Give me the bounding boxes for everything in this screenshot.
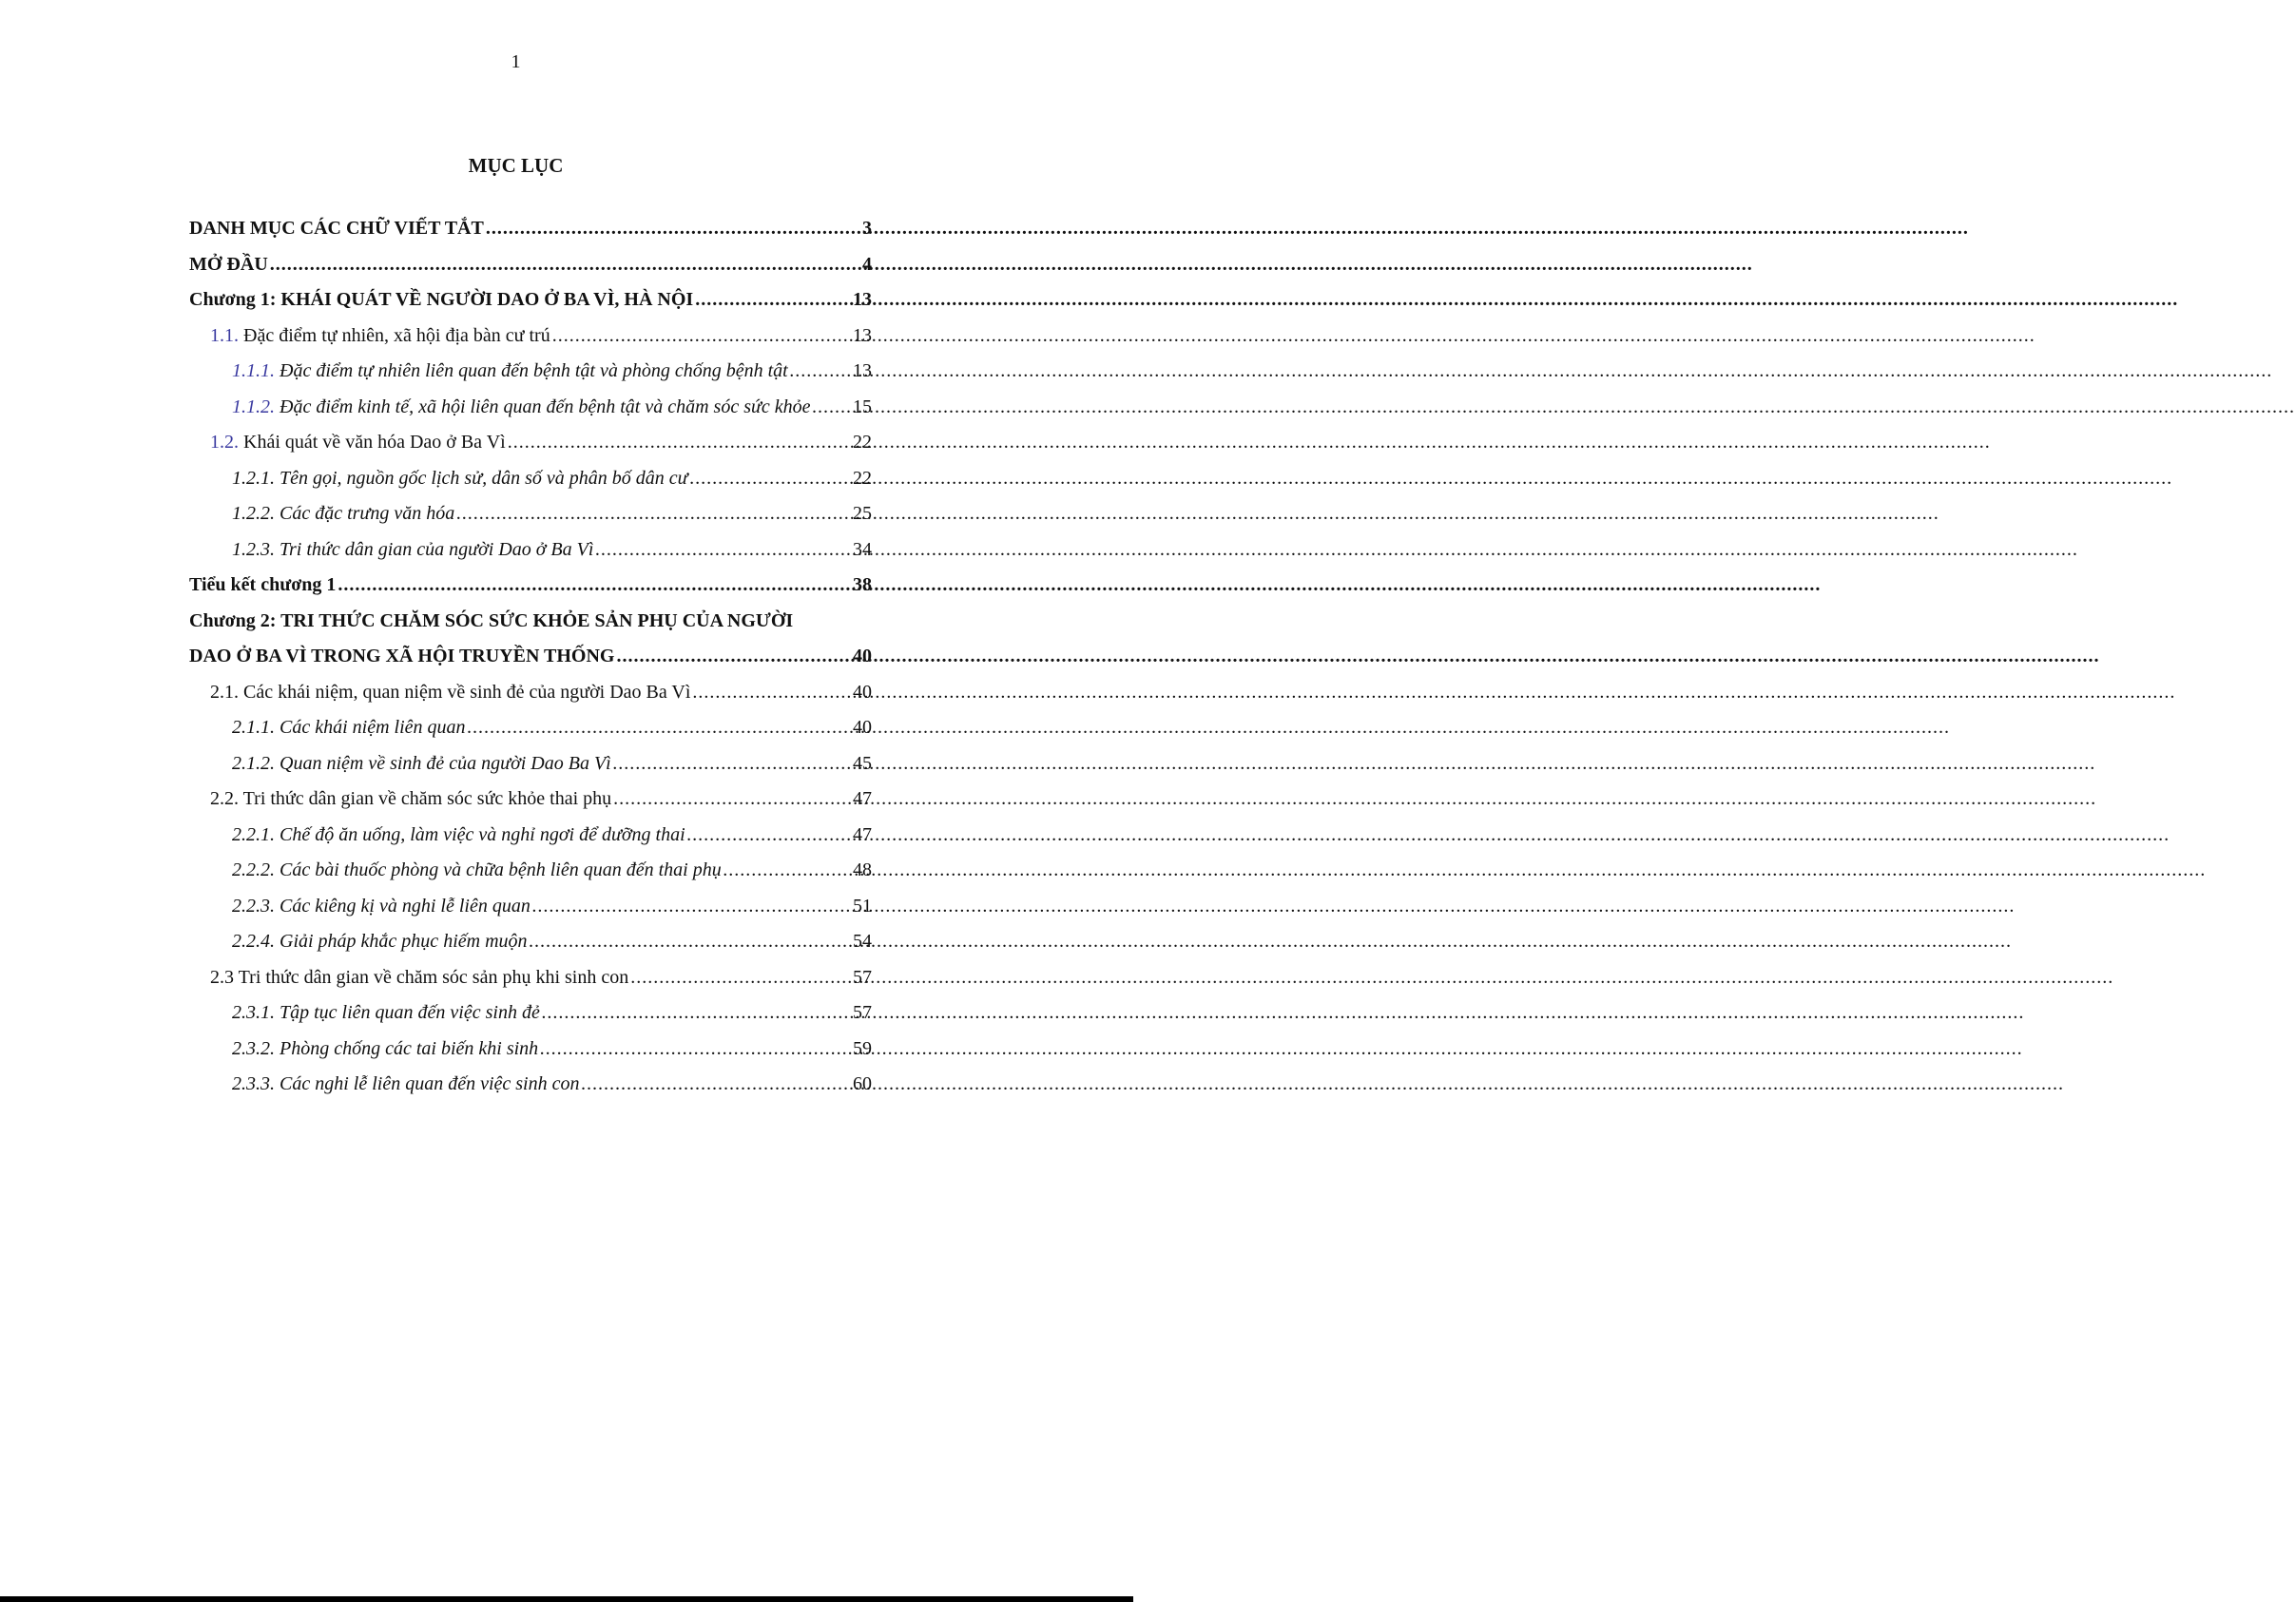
toc-entry-page: 40	[853, 717, 872, 738]
toc-entry-page: 25	[853, 503, 872, 524]
dot-leader	[486, 211, 860, 247]
toc-entry-page: 60	[853, 1073, 872, 1094]
toc-entry[interactable]	[189, 889, 872, 925]
toc-entry-page: 45	[853, 752, 872, 774]
dot-leader	[630, 960, 851, 996]
toc-entry-text: 2.3.3. Các nghi lễ liên quan đến việc sinh con	[232, 1073, 580, 1094]
toc-entry-title	[210, 318, 550, 355]
dot-leader	[724, 853, 851, 889]
toc-entry-title	[232, 746, 611, 782]
toc-entry-page: 15	[853, 396, 872, 417]
toc-entry[interactable]	[189, 675, 872, 711]
toc-entry[interactable]	[189, 995, 872, 1032]
toc-entry-text: Đặc điểm tự nhiên, xã hội địa bàn cư trú	[243, 324, 550, 346]
dot-leader	[542, 995, 851, 1032]
toc-entry-text: 1.2.2. Các đặc trưng văn hóa	[232, 503, 455, 524]
toc-entry-page: 51	[853, 895, 872, 917]
toc-entry-title	[232, 354, 788, 390]
toc-entry-page: 13	[853, 289, 872, 310]
toc-entry-title	[210, 425, 506, 461]
dot-leader	[613, 746, 851, 782]
dot-leader	[270, 247, 860, 283]
toc-entry-page: 34	[853, 538, 872, 560]
toc-entry-page: 48	[853, 859, 872, 880]
page-number: 1	[511, 51, 521, 72]
dot-leader	[695, 282, 851, 318]
toc-entry-text: 1.2.3. Tri thức dân gian của người Dao ở Ba Vì	[232, 538, 594, 560]
toc-entry-text: 2.2.2. Các bài thuốc phòng và chữa bệnh liên quan đến thai phụ	[232, 859, 722, 880]
dot-leader	[617, 639, 852, 675]
toc-entry[interactable]	[189, 496, 872, 532]
toc-entry-number: 1.1.1.	[232, 360, 275, 381]
toc-entry[interactable]	[189, 782, 872, 818]
toc-entry[interactable]	[189, 318, 872, 355]
dot-leader	[687, 818, 851, 854]
toc-entry-page: 22	[853, 432, 872, 453]
toc-entry[interactable]	[189, 710, 872, 746]
toc-entry[interactable]	[189, 211, 872, 247]
toc-entry-title	[210, 960, 628, 996]
toc-entry-page: 4	[862, 253, 872, 275]
toc-entry-title	[210, 675, 690, 711]
toc-entry-text: 1.2.1. Tên gọi, nguồn gốc lịch sử, dân số và phân bố dân cư	[232, 467, 688, 489]
dot-leader	[613, 782, 851, 818]
dot-leader	[690, 461, 851, 497]
toc-entry[interactable]	[189, 960, 872, 996]
toc-entry-text: Chương 1: KHÁI QUÁT VỀ NGƯỜI DAO Ở BA VÌ, HÀ NỘI	[189, 289, 694, 310]
toc-entry[interactable]	[189, 532, 872, 569]
toc-entry-page: 54	[853, 931, 872, 952]
toc-entry[interactable]	[189, 354, 872, 390]
toc-entry-title	[232, 496, 454, 532]
dot-leader	[595, 532, 851, 569]
toc-entry-page: 38	[853, 574, 872, 595]
toc-entry-title	[189, 247, 268, 283]
toc-entry-text: Đặc điểm kinh tế, xã hội liên quan đến bệnh tật và chăm sóc sức khỏe	[280, 396, 811, 417]
toc-entry[interactable]	[189, 1067, 872, 1103]
toc-entry-text: DANH MỤC CÁC CHỮ VIẾT TẮT	[189, 218, 484, 239]
bottom-border	[0, 1596, 1133, 1602]
toc-entry-text: Tiểu kết chương 1	[189, 574, 337, 595]
toc-entry-text: Khái quát về văn hóa Dao ở Ba Vì	[243, 432, 506, 453]
toc-entry-text: 2.2.1. Chế độ ăn uống, làm việc và nghỉ ngơi để dưỡng thai	[232, 823, 685, 845]
dot-leader	[790, 354, 851, 390]
toc-entry-number: 1.2.	[210, 432, 239, 453]
toc-entry-title	[232, 853, 722, 889]
toc-entry-text: Đặc điểm tự nhiên liên quan đến bệnh tật và phòng chống bệnh tật	[280, 360, 788, 381]
toc-entry[interactable]	[189, 425, 872, 461]
toc-entry[interactable]	[189, 924, 872, 960]
toc-entry-text: 2.2.3. Các kiêng kị và nghi lễ liên quan	[232, 895, 531, 917]
toc-entry[interactable]	[189, 604, 872, 640]
toc-entry-text: 2.1. Các khái niệm, quan niệm về sinh đẻ của người Dao Ba Vì	[210, 681, 691, 703]
toc-entry-page: 40	[853, 681, 872, 703]
toc-entry[interactable]	[189, 461, 872, 497]
dot-leader	[540, 1032, 851, 1068]
toc-entry-title	[232, 924, 528, 960]
toc-entry-page: 40	[853, 646, 872, 666]
dot-leader	[813, 390, 851, 426]
toc-entry-text: DAO Ở BA VÌ TRONG XÃ HỘI TRUYỀN THỐNG	[189, 646, 615, 666]
toc-entry-page: 22	[853, 467, 872, 489]
dot-leader	[692, 675, 851, 711]
toc-entry-title	[232, 461, 688, 497]
toc-entry-text: 2.3.2. Phòng chống các tai biến khi sinh	[232, 1037, 539, 1059]
toc-entry-title	[189, 604, 793, 640]
toc-entry[interactable]	[189, 746, 872, 782]
dot-leader	[552, 318, 851, 355]
toc-entry-title	[232, 532, 593, 569]
toc-entry[interactable]	[189, 853, 872, 889]
toc-entry-text: 2.3.1. Tập tục liên quan đến việc sinh đẻ	[232, 1002, 540, 1023]
toc-entry-page: 3	[862, 218, 872, 239]
toc-entry-page: 13	[853, 324, 872, 346]
toc-entry-title	[232, 1032, 538, 1068]
toc-entry-title	[232, 710, 466, 746]
toc-entry-page: 47	[853, 788, 872, 809]
dot-leader	[338, 568, 851, 604]
toc-entry-number: 1.1.	[210, 324, 239, 346]
toc-entry-title	[189, 211, 484, 247]
toc-entry[interactable]	[189, 818, 872, 854]
toc-entry-text: 2.3 Tri thức dân gian về chăm sóc sản phụ khi sinh con	[210, 966, 629, 988]
toc-entry-title	[189, 568, 336, 604]
toc-entry-title	[189, 639, 615, 675]
toc-entry[interactable]	[189, 247, 872, 283]
toc-entry-page: 13	[853, 360, 872, 381]
dot-leader	[532, 889, 851, 925]
dot-leader	[508, 425, 851, 461]
dot-leader	[581, 1067, 851, 1103]
toc-entry-text: 2.1.1. Các khái niệm liên quan	[232, 717, 466, 738]
toc-entry-title	[232, 818, 685, 854]
toc-entry-title	[189, 282, 693, 318]
dot-leader	[530, 924, 851, 960]
dot-leader	[456, 496, 851, 532]
toc-entry-page: 57	[853, 1002, 872, 1023]
toc-entry-page: 59	[853, 1037, 872, 1059]
toc-entry-text: 2.2. Tri thức dân gian về chăm sóc sức khỏe thai phụ	[210, 788, 612, 809]
toc-entry-title	[232, 1067, 579, 1103]
toc-entry[interactable]	[189, 390, 872, 426]
toc-entry-title	[232, 995, 540, 1032]
toc-entry-text: Chương 2: TRI THỨC CHĂM SÓC SỨC KHỎE SẢN PHỤ CỦA NGƯỜI	[189, 609, 794, 631]
toc-entry[interactable]	[189, 639, 872, 675]
table-of-contents	[189, 211, 872, 1103]
toc-entry-title	[232, 390, 811, 426]
toc-entry-text: 2.2.4. Giải pháp khắc phục hiếm muộn	[232, 931, 528, 952]
toc-entry[interactable]	[189, 1032, 872, 1068]
toc-entry[interactable]	[189, 282, 872, 318]
toc-entry-title	[232, 889, 531, 925]
toc-title: MỤC LỤC	[468, 154, 564, 177]
toc-entry-text: 2.1.2. Quan niệm về sinh đẻ của người Dao Ba Vì	[232, 752, 611, 774]
toc-entry-title	[210, 782, 611, 818]
toc-entry-text: MỞ ĐẦU	[189, 253, 268, 275]
toc-entry-page: 47	[853, 823, 872, 845]
toc-entry-page: 57	[853, 966, 872, 988]
toc-entry[interactable]	[189, 568, 872, 604]
toc-entry-number: 1.1.2.	[232, 396, 275, 417]
dot-leader	[468, 710, 851, 746]
